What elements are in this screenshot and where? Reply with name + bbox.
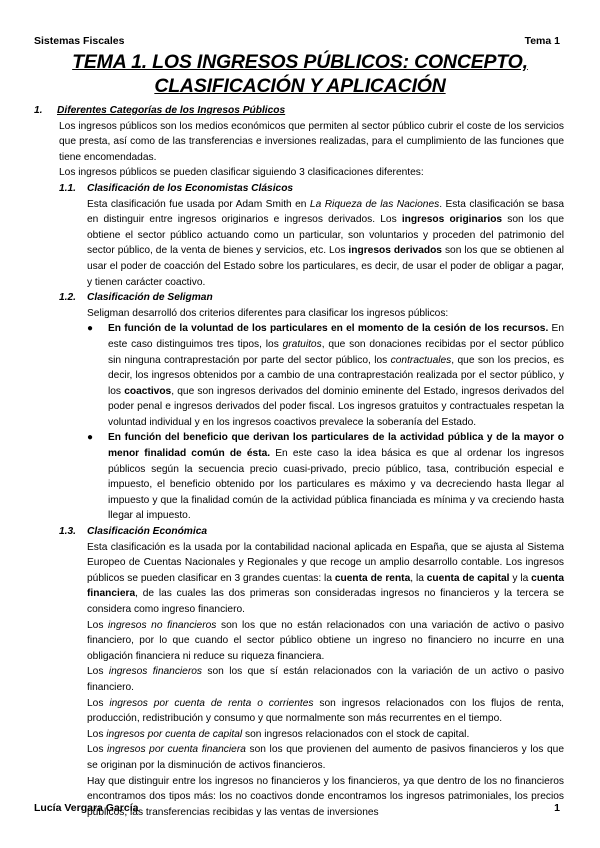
subsection-label: Clasificación de Seligman (87, 292, 213, 304)
section-1-heading (34, 103, 564, 119)
header-topic: Tema 1 (524, 35, 560, 47)
subsection-1-2-heading (34, 290, 564, 306)
subsection-number: 1.2. (59, 292, 76, 304)
paragraph: Los ingresos por cuenta de renta o corrientes son ingresos relacionados con los flujos de renta, producción, redistribución y consumo y que normalmente son más recurrentes en el tiempo. (87, 697, 564, 725)
title-line-1: TEMA 1. LOS INGRESOS PÚBLICOS: CONCEPTO, (72, 51, 528, 73)
page-title (34, 50, 566, 98)
paragraph: Los ingresos por cuenta financiera son los que provienen del aumento de pasivos financieros y los que se originan por la disminución de activos financieros. (87, 744, 564, 771)
document-body (34, 103, 564, 820)
list-item-text: En función del beneficio que derivan los particulares de la actividad pública y de la mayor o menor finalidad común de ésta. En este caso la idea básica es que al ordenar los ingresos públicos según la secuencia precio cuasi-privado, precio público, tasa, contribución especial e impuesto, el beneficio obtenido por los particulares es máximo y va decreciendo hasta llegar al impuesto y que la finalidad común de la actividad pública financiada es mínima y va creciendo hasta llegar al impuesto. (108, 432, 565, 522)
paragraph: Los ingresos por cuenta de capital son ingresos relacionados con el stock de capital. (87, 728, 470, 740)
subsection-1-1-heading (34, 181, 564, 197)
list-item-text: En función de la voluntad de los particulares en el momento de la cesión de los recursos. En este caso distinguimos tres tipos, los gratuitos, que son donaciones recibidas por el sector público sin ninguna contraprestación por parte del sector público, los contractuales, que son los precios, es decir, los ingresos obtenidos por a cambio de una contraprestación realizada por el sector público, y los coactivos, que son ingresos derivados del dominio eminente del Estado, ingresos derivados del poder penal e ingresos derivados del poder fiscal. Los ingresos gratuitos y contractuales respetan la voluntad individual y en los ingresos coactivos prevalece la soberanía del Estado. (108, 323, 564, 428)
bullet-icon: ● (87, 432, 94, 444)
paragraph: Hay que distinguir entre los ingresos no financieros y los financieros, ya que dentro de los no financieros encontramos dos tipos más: los no coactivos donde encontramos los ingresos patrimoniales, los precios públicos, las transferencias recibidas y las ventas de inversiones (87, 775, 564, 818)
paragraph: Esta clasificación es la usada por la contabilidad nacional aplicada en España, que se ajusta al Sistema Europeo de Cuentas Nacionales y Regionales y que recoge un amplio desarrollo contable. Los ingresos públicos se pueden clasificar en 3 grandes cuentas: la cuenta de renta, la cuenta de capital y la cuenta financiera, de las cuales las dos primeras son consideradas ingresos no financieros y la tercera se considera como ingreso financiero. (87, 541, 564, 615)
paragraph: Los ingresos públicos se pueden clasificar siguiendo 3 clasificaciones diferentes: (59, 167, 424, 179)
paragraph: Seligman desarrolló dos criterios diferentes para clasificar los ingresos públicos: (87, 307, 449, 319)
subsection-label: Clasificación Económica (87, 526, 208, 538)
header-subject: Sistemas Fiscales (34, 35, 125, 47)
subsection-1-3-heading (34, 524, 564, 540)
page-number: 1 (554, 802, 560, 814)
paragraph: Los ingresos públicos son los medios económicos que permiten al sector público cubrir el coste de los servicios que presta, así como de las transferencias e inversiones realizadas, para el cumplimiento de las funciones que tiene encomendadas. (59, 120, 564, 163)
paragraph: Los ingresos financieros son los que sí están relacionados con la variación de un activo o pasivo financiero. (87, 666, 565, 693)
subsection-number: 1.1. (59, 182, 76, 194)
bullet-icon: ● (87, 323, 94, 335)
footer-author: Lucía Vergara García (34, 802, 139, 814)
title-line-2: CLASIFICACIÓN Y APLICACIÓN (154, 75, 446, 97)
list-item (34, 430, 564, 524)
paragraph: Esta clasificación fue usada por Adam Smith en La Riqueza de las Naciones. Esta clasificación se basa en distinguir entre ingresos originarios e ingresos derivados. Los ingresos originarios son los que obtiene el sector público actuando como un particular, son voluntarios y proceden del patrimonio del sector público, de la venta de bienes y servicios, etc. Los ingresos derivados son los que se obtienen al usar el poder de coacción del Estado sobre los particulares, es decir, de usar el poder de obligar a pagar, y tienen carácter coactivo. (87, 198, 565, 288)
section-number: 1. (34, 105, 43, 116)
section-label: Diferentes Categorías de los Ingresos Públicos (57, 105, 286, 116)
subsection-label: Clasificación de los Economistas Clásicos (87, 182, 294, 194)
paragraph: Los ingresos no financieros son los que no están relacionados con una variación de activo o pasivo financiero, por lo que cuando el sector público obtiene un ingreso no financiero no incurre en una obligación financiera ni reduce su riqueza financiera. (87, 619, 565, 662)
list-item (34, 321, 564, 430)
subsection-number: 1.3. (59, 526, 76, 538)
